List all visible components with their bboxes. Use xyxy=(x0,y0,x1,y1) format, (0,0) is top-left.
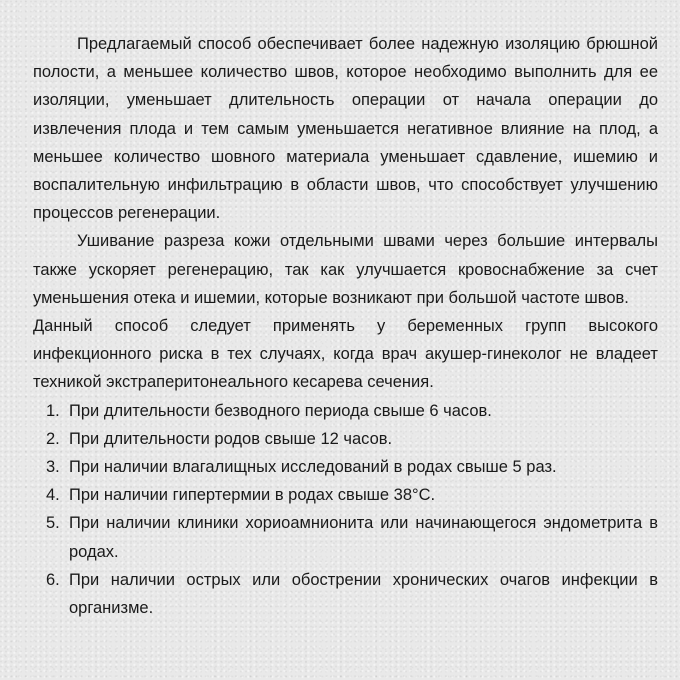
paragraph-isolation: Предлагаемый способ обеспечивает более надежную изоляцию брюшной полости, а меньшее количество швов, которое необходимо выполнить для ее изоляции, уменьшает длительность операции от начала операции до извлечения плода и тем самым уменьшается негативное влияние на плод, а меньшее количество шовного материала уменьшает сдавление, ишемию и воспалительную инфильтрацию в области швов, что способствует улучшению процессов регенерации. xyxy=(33,35,658,223)
list-item-text: При наличии влагалищных исследований в родах свыше 5 раз. xyxy=(69,458,557,477)
list-item-number: 5. xyxy=(46,514,60,533)
list-item-text: При наличии гипертермии в родах свыше 38°С. xyxy=(69,486,436,505)
list-item xyxy=(33,481,658,509)
paragraph-indications: Данный способ следует применять у беременных групп высокого инфекционного риска в тех случаях, когда врач акушер-гинеколог не владеет техникой экстраперитонеального кесарева сечения. xyxy=(33,317,658,392)
list-item-number: 3. xyxy=(46,458,60,477)
list-item xyxy=(33,509,658,565)
list-item xyxy=(33,397,658,425)
indications-list xyxy=(33,397,658,623)
list-item-text: При наличии клиники хориоамнионита или начинающегося эндометрита в родах. xyxy=(69,514,658,561)
list-item-number: 6. xyxy=(46,570,60,589)
list-item-number: 1. xyxy=(46,401,60,420)
list-item-text: При наличии острых или обострении хронических очагов инфекции в организме. xyxy=(69,570,658,618)
list-item xyxy=(33,453,658,481)
list-item-number: 4. xyxy=(46,486,60,505)
list-item xyxy=(33,566,658,622)
paragraph-skin-suture: Ушивание разреза кожи отдельными швами через большие интервалы также ускоряет регенерацию, так как улучшается кровоснабжение за счет уменьшения отека и ишемии, которые возникают при большой частоте швов. xyxy=(33,232,658,307)
list-item-text: При длительности родов свыше 12 часов. xyxy=(69,429,393,448)
list-item xyxy=(33,425,658,453)
list-item-number: 2. xyxy=(46,429,60,448)
list-item-text: При длительности безводного периода свыше 6 часов. xyxy=(69,401,492,420)
